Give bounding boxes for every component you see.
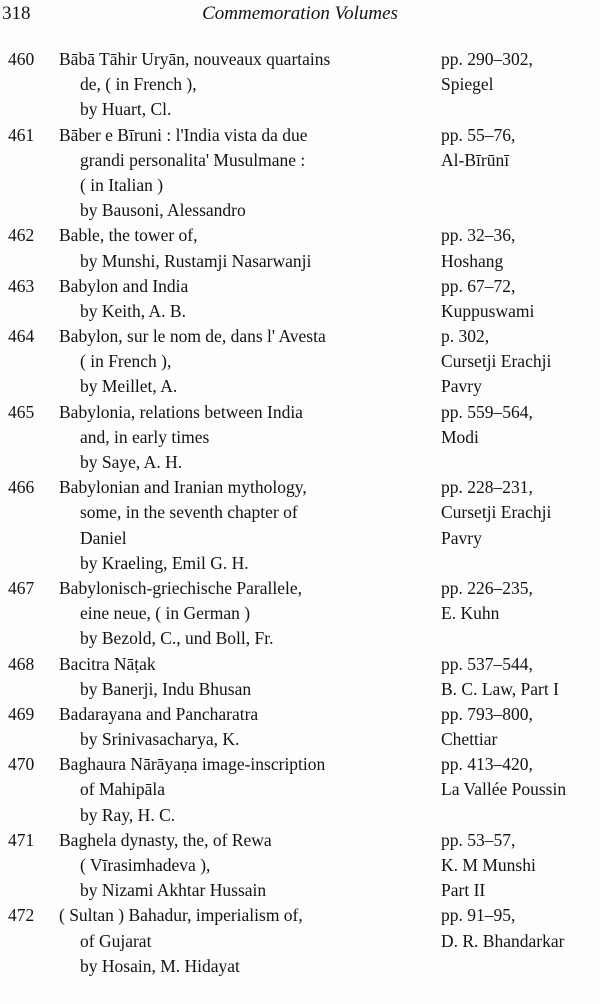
index-entry [0,324,600,400]
entry-pages: pp. 537–544, [441,653,533,674]
entry-volume: Cursetji Erachji [441,351,552,372]
entry-title: Bāber e Bīruni : l'India vista da due [59,124,308,145]
entry-line [0,274,600,299]
entry-title: Babylonia, relations between India [59,401,303,422]
entry-title-continuation: ( Vīrasimhadeva ), [80,855,211,875]
entry-volume: Pavry [441,376,482,397]
entry-line [0,223,600,248]
entry-pages: pp. 226–235, [441,577,533,598]
entry-line [0,652,600,677]
entry-pages: pp. 67–72, [441,275,516,296]
entry-title: Babylon and India [59,275,189,296]
entry-number: 466 [8,477,35,498]
entry-title: Bable, the tower of, [59,225,198,246]
entry-title-continuation: by Kraeling, Emil G. H. [80,552,249,573]
entry-number: 460 [8,49,35,69]
entry-line [0,148,600,173]
entry-line [0,349,600,374]
entry-title-continuation: by Saye, A. H. [80,452,183,472]
entry-line [0,576,600,601]
entry-line [0,425,600,450]
entry-title: Babylonian and Iranian mythology, [59,477,307,498]
entry-pages: pp. 228–231, [441,477,533,498]
entry-line [0,702,600,727]
entry-title-continuation: by Huart, Cl. [80,99,172,120]
entry-number: 465 [8,401,35,422]
index-entry [0,576,600,652]
entry-title: Baghela dynasty, the, of Rewa [59,829,272,850]
entry-pages: pp. 793–800, [441,703,533,724]
entry-line [0,601,600,626]
entry-line [0,903,600,928]
entry-number: 463 [8,275,35,296]
index-entry [0,274,600,324]
entry-volume: Cursetji Erachji [441,502,552,523]
entry-title-continuation: grandi personalita' Musulmane : [80,149,306,170]
entry-volume: E. Kuhn [441,603,500,624]
entry-number: 470 [8,754,35,775]
entry-title-continuation: and, in early times [80,426,210,447]
entry-title-continuation: by Hosain, M. Hidayat [80,955,240,976]
entry-volume: Modi [441,426,479,447]
entry-title-continuation: by Banerji, Indu Bhusan [80,678,252,699]
entry-volume: La Vallée Poussin [441,779,567,800]
entry-line [0,777,600,802]
index-entry [0,47,600,123]
entry-number: 472 [8,905,35,926]
entry-line [0,198,600,223]
entry-title-continuation: of Mahipāla [80,779,166,800]
entry-title-continuation: by Ray, H. C. [80,804,176,825]
entry-title: Babylonisch-griechische Parallele, [59,577,302,598]
entry-title-continuation: ( in Italian ) [80,174,164,195]
index-entry [0,123,600,224]
entry-line [0,299,600,324]
entry-number: 462 [8,225,35,246]
entry-line [0,526,600,551]
entry-title-continuation: by Bausoni, Alessandro [80,200,246,221]
index-entry [0,652,600,702]
entry-title-continuation: ( in French ), [80,351,172,372]
entry-number: 469 [8,703,35,724]
entry-title-continuation: of Gujarat [80,930,152,951]
entry-line [0,500,600,525]
entry-pages: p. 302, [441,326,490,347]
entry-title: Badarayana and Pancharatra [59,703,259,724]
entry-volume: Kuppuswami [441,300,535,321]
entry-line [0,551,600,576]
entry-line [0,123,600,148]
entry-volume: D. R. Bhandarkar [441,930,565,951]
entry-pages: pp. 55–76, [441,124,516,145]
index-entry [0,903,600,979]
entry-pages: pp. 91–95, [441,905,516,926]
index-entry [0,400,600,476]
entry-volume: Part II [441,880,486,901]
entry-volume: Pavry [441,527,482,548]
entry-line [0,72,600,97]
entry-number: 461 [8,124,35,145]
entry-line [0,97,600,122]
entry-volume: Al-Bīrūnī [441,149,510,170]
entry-line [0,677,600,702]
entry-line [0,828,600,853]
entry-line [0,954,600,979]
index-entry [0,223,600,273]
entry-title-continuation: by Meillet, A. [80,376,178,397]
entry-line [0,752,600,777]
entry-line [0,626,600,651]
entry-line [0,450,600,475]
entry-title-continuation: by Bezold, C., und Boll, Fr. [80,628,274,649]
entry-number: 464 [8,326,35,347]
entry-line [0,803,600,828]
entry-number: 467 [8,577,35,598]
entry-volume: Hoshang [441,250,504,271]
entry-title: Babylon, sur le nom de, dans l' Avesta [59,326,326,347]
entry-title: Bābā Tāhir Uryān, nouveaux quartains [59,49,331,69]
page-number: 318 [2,3,31,24]
running-title: Commemoration Volumes [202,3,398,24]
entry-line [0,727,600,752]
entry-pages: pp. 53–57, [441,829,516,850]
entry-line [0,400,600,425]
entry-title-continuation: by Nizami Akhtar Hussain [80,880,267,901]
entry-title: Baghaura Nārāyaṇa image-inscription [59,754,326,775]
entry-title-continuation: Daniel [80,527,127,548]
entry-line [0,249,600,274]
entry-title-continuation: eine neue, ( in German ) [80,603,251,624]
entry-line [0,374,600,399]
entry-title-continuation: by Munshi, Rustamji Nasarwanji [80,250,312,271]
index-entries [0,47,600,979]
entry-title-continuation: by Keith, A. B. [80,300,186,321]
index-entry [0,752,600,828]
index-entry [0,828,600,904]
entry-title-continuation: by Srinivasacharya, K. [80,729,240,750]
page-header [0,0,600,30]
entry-title: ( Sultan ) Bahadur, imperialism of, [59,905,303,926]
entry-number: 471 [8,829,35,850]
entry-volume: K. M Munshi [441,855,536,875]
entry-pages: pp. 559–564, [441,401,533,422]
entry-title-continuation: some, in the seventh chapter of [80,502,298,523]
entry-line [0,173,600,198]
entry-volume: Spiegel [441,74,494,95]
entry-line [0,929,600,954]
entry-volume: B. C. Law, Part I [441,678,559,699]
entry-line [0,47,600,72]
entry-pages: pp. 413–420, [441,754,533,775]
entry-pages: pp. 32–36, [441,225,516,246]
entry-title-continuation: de, ( in French ), [80,74,197,95]
index-entry [0,475,600,576]
entry-line [0,878,600,903]
index-entry [0,702,600,752]
entry-number: 468 [8,653,35,674]
entry-title: Bacitra Nāṭak [59,653,156,674]
entry-line [0,324,600,349]
entry-pages: pp. 290–302, [441,49,533,69]
entry-line [0,475,600,500]
entry-volume: Chettiar [441,729,498,750]
entry-line [0,853,600,878]
